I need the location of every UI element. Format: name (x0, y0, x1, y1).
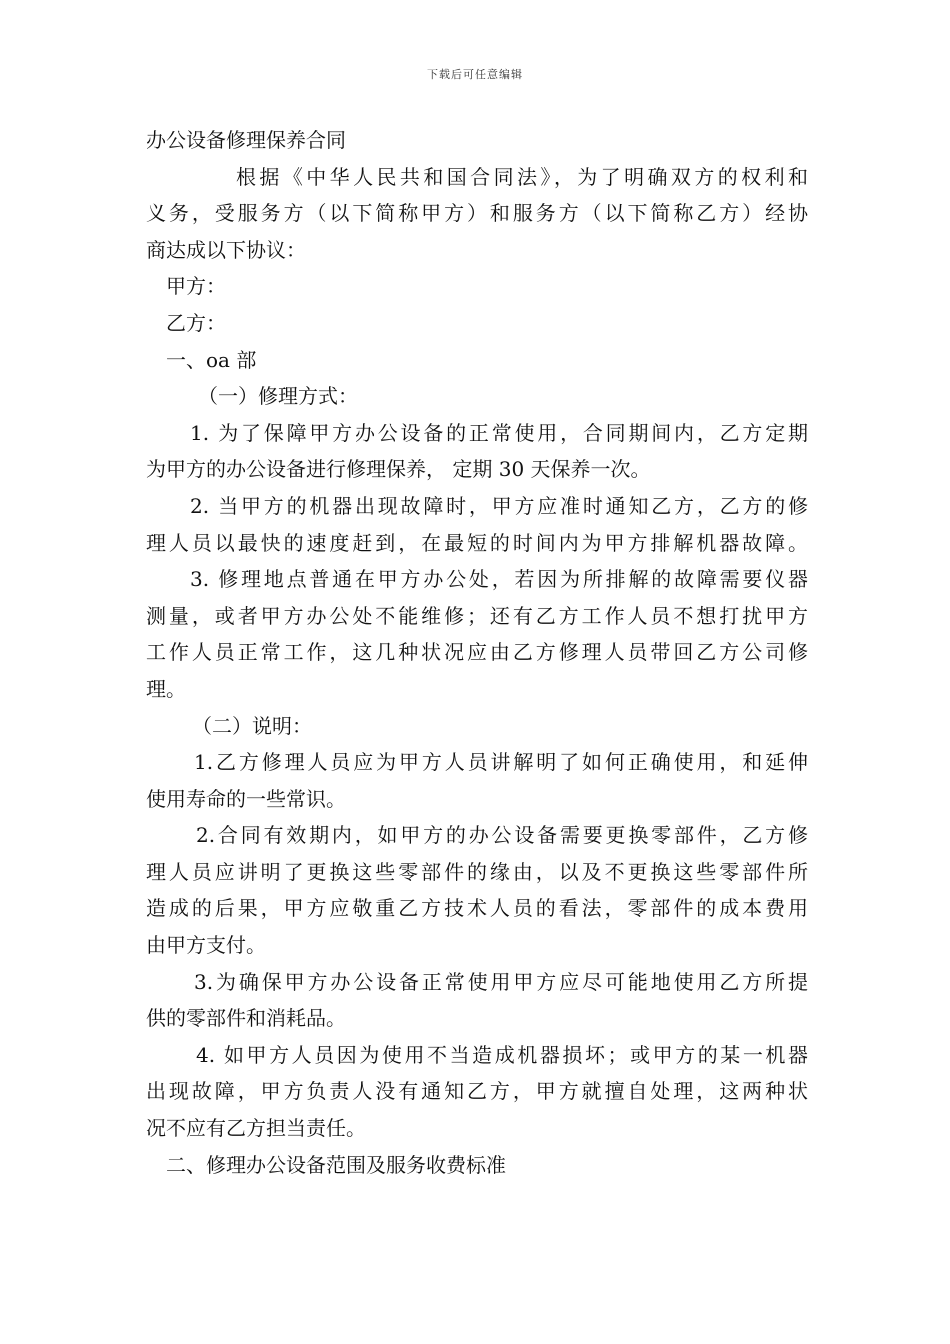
text-line: 商达成以下协议： (146, 237, 306, 262)
text-line: 为甲方的办公设备进行修理保养， 定期 30 天保养一次。 (146, 457, 651, 482)
text-line: 理人员应讲明了更换这些零部件的缘由，以及不更换这些零部件所 (146, 859, 808, 884)
text-line: 供的零部件和消耗品。 (146, 1006, 346, 1031)
text-line: 1. 为了保障甲方办公设备的正常使用，合同期间内，乙方定期 (190, 420, 808, 445)
text-line: 甲方： (166, 274, 226, 299)
document-body (146, 122, 808, 1183)
text-line: 2. 当甲方的机器出现故障时，甲方应准时通知乙方，乙方的修 (190, 493, 808, 518)
text-line: 2.合同有效期内，如甲方的办公设备需要更换零部件，乙方修 (196, 823, 808, 848)
text-line: 3.为确保甲方办公设备正常使用甲方应尽可能地使用乙方所提 (194, 969, 808, 994)
text-line: （一）修理方式： (198, 384, 358, 409)
text-line: 况不应有乙方担当责任。 (146, 1116, 366, 1141)
text-line: 理。 (146, 676, 186, 701)
text-line: 1.乙方修理人员应为甲方人员讲解明了如何正确使用，和延伸 (194, 750, 808, 775)
text-line: 造成的后果，甲方应敬重乙方技术人员的看法，零部件的成本费用 (146, 896, 808, 921)
text-line: 一、oa 部 (166, 347, 257, 372)
text-line: 出现故障，甲方负责人没有通知乙方，甲方就擅自处理，这两种状 (146, 1079, 808, 1104)
text-line: 理人员以最快的速度赶到，在最短的时间内为甲方排解机器故障。 (146, 530, 808, 555)
text-line: 使用寿命的一些常识。 (146, 786, 346, 811)
text-line: 义务，受服务方（以下简称甲方）和服务方（以下简称乙方）经协 (146, 201, 808, 226)
text-line: 根据《中华人民共和国合同法》，为了明确双方的权利和 (236, 164, 808, 189)
text-line: 二、修理办公设备范围及服务收费标准 (166, 1152, 506, 1177)
text-line: 乙方： (166, 310, 226, 335)
text-line: 3. 修理地点普通在甲方办公处，若因为所排解的故障需要仪器 (190, 567, 808, 592)
page-header: 下载后可任意编辑 (427, 68, 523, 81)
text-line: （二）说明： (192, 713, 312, 738)
text-line: 工作人员正常工作，这几种状况应由乙方修理人员带回乙方公司修 (146, 640, 808, 665)
text-line: 测量，或者甲方办公处不能维修；还有乙方工作人员不想打扰甲方 (146, 603, 808, 628)
text-line: 办公设备修理保养合同 (146, 128, 346, 152)
text-line: 由甲方支付。 (146, 933, 266, 958)
text-line: 4. 如甲方人员因为使用不当造成机器损坏；或甲方的某一机器 (196, 1042, 808, 1067)
